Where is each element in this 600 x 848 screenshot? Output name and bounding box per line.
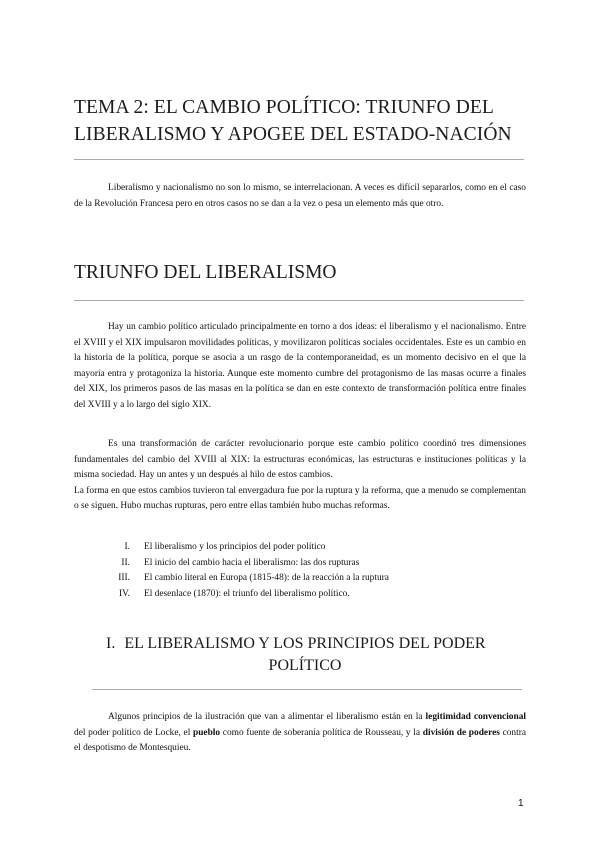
document-title [74,94,544,148]
section-heading-liberalismo [90,633,520,677]
list-item-text: El liberalismo y los principios del poder político [144,542,326,552]
list-item-text: El desenlace (1870): el triunfo del liberalismo político. [144,588,350,599]
title-line-1: TEMA 2: EL CAMBIO POLÍTICO: TRIUNFO DEL [74,97,494,118]
intro-paragraph [74,181,526,212]
list-item-number: II. [121,557,130,568]
list-item [108,540,508,556]
section-heading-triunfo: TRIUNFO DEL LIBERALISMO [74,262,337,283]
section2-rule [92,689,522,690]
title-line-2: LIBERALISMO Y APOGEE DEL ESTADO-NACIÓN [74,124,512,145]
intro-text: Liberalismo y nacionalismo no son lo mismo, se interrelacionan. A veces es difícil separarlos, como en el caso de la Revolución Francesa pero en otros casos no se dan a la vez o pesa un elemento más que otro. [74,183,526,209]
term-pueblo: pueblo [193,727,221,738]
list-item-text: El inicio del cambio hacia el liberalismo: las dos rupturas [144,557,360,568]
list-item-number: III. [118,573,130,584]
section2-heading-line-1: EL LIBERALISMO Y LOS PRINCIPIOS DEL PODER [124,635,486,652]
section1-paragraph-1 [74,320,526,414]
section1-paragraph-2 [74,437,526,515]
section2-heading-line-2: POLÍTICO [268,657,342,674]
list-item [108,556,508,572]
section-number: I. [106,635,116,652]
list-item-number: I. [124,542,130,552]
list-item [108,587,508,603]
section1-p2b-text: La forma en que estos cambios tuvieron tal envergadura fue por la ruptura y la reforma, que a menudo se complementan o se siguen. Hubo muchas rupturas, pero entre ellas también hubo muchas reformas. [74,485,526,512]
outline-list [108,540,508,602]
term-division-poderes: división de poderes [422,727,500,738]
list-item-text: El cambio literal en Europa (1815-48): de la reacción a la ruptura [144,573,389,584]
term-legitimidad: legitimidad convencional [425,712,526,722]
section2-paragraph: Algunos principios de la ilustración que van a alimentar el liberalismo están en la legitimidad convencional del poder político de Locke, el pueblo como fuente de soberanía política de Rousseau, y la división de poderes contra el despotismo de Montesquieu. [74,712,527,754]
list-item-number: IV. [118,588,130,599]
section1-p1-text: Hay un cambio político articulado principalmente en torno a dos ideas: el liberalismo y el nacionalismo. Entre el XVIII y el XIX impulsaron movilidades políticas, y movilizaron políticas sociales occidentales. Este es un cambio en la historia de la política, porque se asocia a un rasgo de la contemporaneidad, es un momento decisivo en el que la mayoría entra y protagoniza la historia. Aunque este momento cumbre del protagonismo de las masas ocurre a finales del XIX, los primeros pasos de las masas en la política se dan en este contexto de transformación política entre finales del XVIII y a lo largo del siglo XIX. [74,322,526,410]
section1-p2a-text: Es una transformación de carácter revolucionario porque este cambio político coordinó tres dimensiones fundamentales del cambio del XVIII al XIX: la estructuras económicas, las estructuras e instituciones políticas y la misma sociedad. Hay un antes y un después al hilo de estos cambios. [74,439,526,481]
section1-rule [74,300,524,301]
page-number: 1 [518,798,524,809]
list-item [108,571,508,587]
title-rule [74,159,524,160]
